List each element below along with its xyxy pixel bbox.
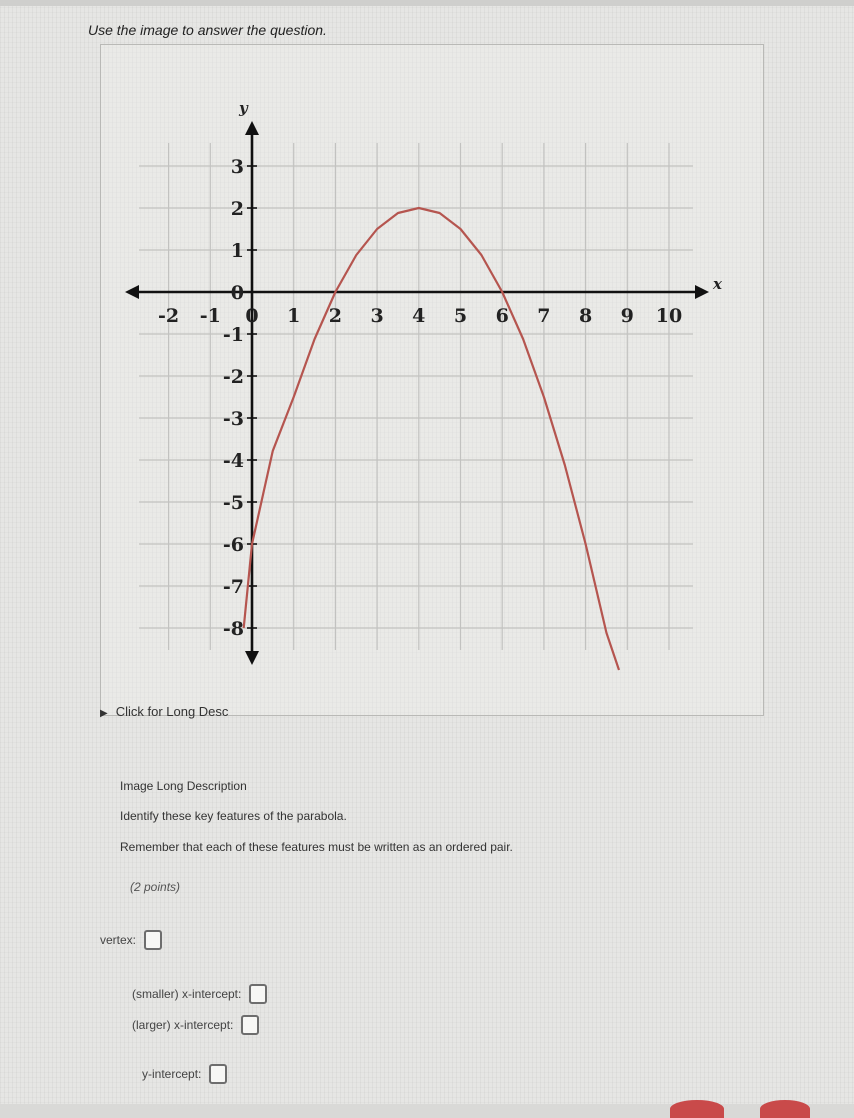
y-tick-label: 2 (230, 198, 244, 220)
smaller-x-intercept-input[interactable] (249, 984, 267, 1004)
y-tick-label: -5 (222, 492, 244, 514)
y-tick-label: -4 (222, 450, 244, 472)
vertex-input[interactable] (144, 930, 162, 950)
x-tick-label: 6 (495, 305, 509, 327)
question-text: Identify these key features of the parabola. (120, 809, 347, 823)
x-axis-title: x (713, 275, 722, 293)
x-tick-label: 1 (287, 305, 301, 327)
x-tick-label: -2 (158, 305, 180, 327)
y-axis-top-arrow (245, 121, 259, 135)
y-tick-label: -3 (222, 408, 244, 430)
x-tick-label: 10 (655, 305, 683, 327)
parabola-chart (101, 45, 763, 715)
y-tick-label: -1 (222, 324, 244, 346)
image-long-description-label: Image Long Description (120, 779, 247, 793)
y-axis-title: y (239, 99, 248, 117)
instruction-text: Use the image to answer the question. (88, 22, 327, 38)
y-tick-label: -2 (222, 366, 244, 388)
points-text: (2 points) (130, 880, 181, 894)
bottom-bar (0, 1104, 854, 1118)
long-desc-label: Click for Long Desc (115, 704, 229, 719)
x-axis-left-arrow (125, 285, 139, 299)
smaller-x-intercept-row (132, 984, 267, 1004)
decorative-red-shape (760, 1100, 810, 1118)
triangle-right-icon: ▶ (100, 708, 108, 719)
top-strip (0, 0, 854, 6)
x-tick-label: 5 (453, 305, 468, 327)
curve-layer (244, 208, 619, 670)
y-tick-label: 1 (230, 240, 244, 262)
y-intercept-row (142, 1064, 227, 1084)
x-tick-label: 9 (620, 305, 634, 327)
tick-labels (158, 156, 682, 640)
larger-x-intercept-row (132, 1015, 259, 1035)
x-tick-label: 3 (370, 305, 384, 327)
y-tick-label: 3 (230, 156, 244, 178)
y-tick-label: 0 (230, 282, 244, 304)
grid (139, 143, 693, 650)
reminder-text: Remember that each of these features must be written as an ordered pair. (120, 840, 513, 854)
y-axis-bottom-arrow (245, 651, 259, 665)
decorative-red-shape (670, 1100, 724, 1118)
x-axis-right-arrow (695, 285, 709, 299)
larger-x-intercept-label: (larger) x-intercept: (132, 1018, 234, 1032)
x-tick-label: 0 (245, 305, 259, 327)
axes (125, 99, 723, 665)
smaller-x-intercept-label: (smaller) x-intercept: (132, 987, 242, 1001)
larger-x-intercept-input[interactable] (241, 1015, 259, 1035)
x-tick-label: 8 (578, 305, 593, 327)
long-desc-toggle[interactable] (100, 704, 228, 719)
y-tick-label: -7 (222, 576, 244, 598)
parabola-curve (244, 208, 619, 670)
x-tick-label: 7 (537, 305, 551, 327)
y-tick-label: -6 (222, 534, 244, 556)
y-tick-label: -8 (222, 618, 244, 640)
y-intercept-input[interactable] (209, 1064, 227, 1084)
x-tick-label: 4 (412, 305, 426, 327)
figure-box (100, 44, 764, 716)
y-intercept-label: y-intercept: (142, 1067, 202, 1081)
x-tick-label: -1 (199, 305, 221, 327)
vertex-label: vertex: (100, 933, 137, 947)
vertex-row (100, 930, 162, 950)
x-tick-label: 2 (328, 305, 343, 327)
